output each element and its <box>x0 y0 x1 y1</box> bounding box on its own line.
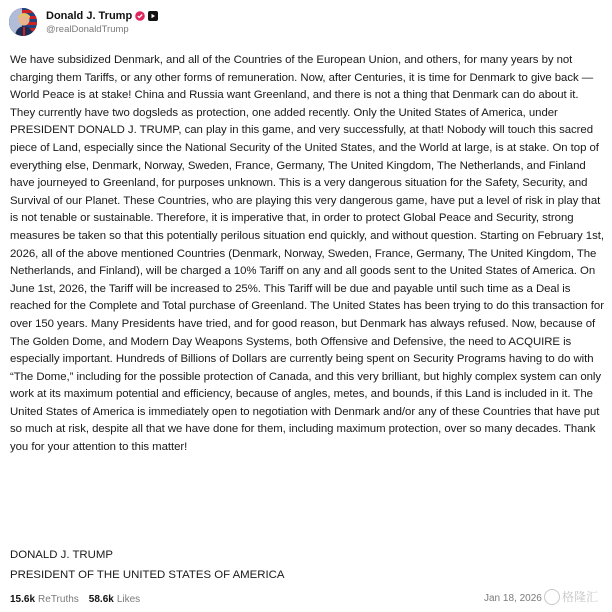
verified-badge-icon <box>135 11 145 21</box>
post-date[interactable]: Jan 18, 2026 <box>484 593 542 604</box>
likes-stat[interactable] <box>89 594 140 605</box>
media-play-icon[interactable] <box>148 11 158 21</box>
signature-name: DONALD J. TRUMP <box>10 549 113 561</box>
retruths-count: 15.6k <box>10 593 36 605</box>
display-name[interactable]: Donald J. Trump <box>46 9 133 22</box>
likes-count: 58.6k <box>88 593 114 605</box>
watermark-logo-icon <box>544 589 560 605</box>
avatar[interactable] <box>9 8 37 36</box>
post-body-text: We have subsidized Denmark, and all of the Countries of the European Union, and others, for many years by not charging them Tariffs, or any other forms of remuneration. Now, after Centuries, it is time for Denmark to give back — World Peace is at stake! China and Russia want Greenland, and there is not a thing that Denmark can do about it. They currently have two dogsleds as protection, one added recently. Only the United States of America, under PRESIDENT DONALD J. TRUMP, can play in this game, and very successfully, at that! Nobody will touch this sacred piece of Land, especially since the National Security of the United States, and the World at large, is at stake. On top of everything else, Denmark, Norway, Sweden, France, Germany, The United Kingdom, The Netherlands, and Finland have journeyed to Greenland, for purposes unknown. This is a very dangerous situation for the Safety, Security, and Survival of our Planet. These Countries, who are playing this very dangerous game, have put a level of risk in play that is not tenable or sustainable. Therefore, it is imperative that, in order to protect Global Peace and Security, strong measures be taken so that this potentially perilous situation end quickly, and without question. Starting on February 1st, 2026, all of the above mentioned Countries (Denmark, Norway, Sweden, France, Germany, The United Kingdom, The Netherlands, and Finland), will be charged a 10% Tariff on any and all goods sent to the United States of America. On June 1st, 2026, the Tariff will be increased to 25%. This Tariff will be due and payable until such time as a Deal is reached for the Complete and Total purchase of Greenland. The United States has been trying to do this transaction for over 150 years. Many Presidents have tried, and for good reason, but Denmark has always refused. Now, because of The Golden Dome, and Modern Day Weapons Systems, both Offensive and Defensive, the need to ACQUIRE is especially important. Hundreds of Billions of Dollars are currently being spent on Security Programs having to do with “The Dome,” including for the possible protection of Canada, and this very brilliant, but highly complex system can only work at its maximum potential and efficiency, because of angles, metes, and bounds, if this Land is included in it. The United States of America is immediately open to negotiation with Denmark and/or any of these Countries that have put so much at risk, despite all that we have done for them, including maximum protection, over so many decades. Thank you for your attention to this matter! <box>10 54 604 454</box>
likes-label: Likes <box>116 593 141 605</box>
retruths-stat[interactable] <box>10 594 79 605</box>
watermark-text: 格隆汇 <box>562 590 599 604</box>
user-handle[interactable]: @realDonaldTrump <box>46 23 129 35</box>
post-header <box>9 5 158 39</box>
watermark <box>544 588 598 605</box>
retruths-label: ReTruths <box>38 593 79 605</box>
signature-title: PRESIDENT OF THE UNITED STATES OF AMERICA <box>10 569 285 581</box>
post-footer <box>10 590 612 608</box>
